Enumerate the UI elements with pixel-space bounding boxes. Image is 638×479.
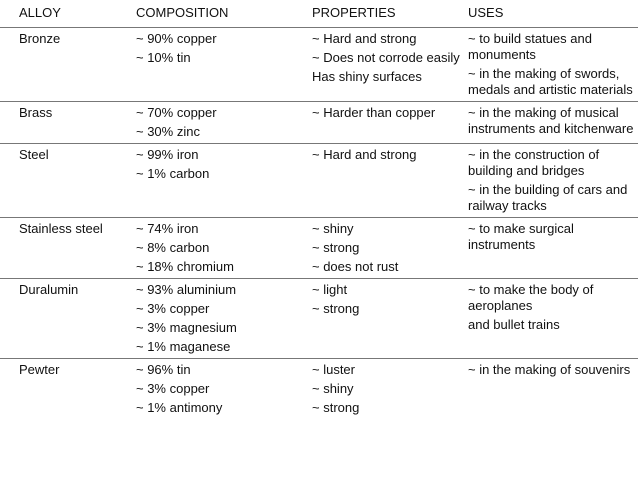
header-properties: PROPERTIES [312, 0, 468, 28]
properties-cell [312, 144, 468, 218]
properties-line: ~ light [312, 282, 348, 297]
table-row [0, 102, 638, 144]
uses-cell [468, 359, 638, 420]
composition-cell [136, 102, 312, 144]
uses-cell [468, 28, 638, 102]
uses-line: ~ to make the body of aeroplanes [468, 282, 594, 313]
table-body [0, 28, 638, 420]
table-row [0, 28, 638, 102]
table-row [0, 279, 638, 359]
uses-line: ~ in the making of souvenirs [468, 362, 631, 377]
alloy-cell: Steel [0, 144, 136, 218]
properties-line: ~ strong [312, 400, 360, 415]
uses-line: ~ to build statues and monuments [468, 31, 592, 62]
composition-cell [136, 279, 312, 359]
alloy-cell: Pewter [19, 362, 60, 377]
properties-line: ~ strong [312, 301, 360, 316]
composition-line: ~ 1% carbon [136, 166, 210, 181]
header-alloy: ALLOY [0, 0, 136, 28]
properties-line: ~ Does not corrode easily [312, 50, 460, 65]
properties-line: ~ Hard and strong [312, 31, 417, 46]
composition-line: ~ 96% tin [136, 362, 191, 377]
header-composition: COMPOSITION [136, 0, 312, 28]
composition-cell [136, 218, 312, 279]
uses-cell [468, 102, 638, 144]
alloy-cell: Bronze [0, 28, 136, 102]
composition-line: ~ 1% maganese [136, 339, 231, 354]
composition-line: ~ 10% tin [136, 50, 191, 65]
composition-cell [136, 28, 312, 102]
alloy-cell: Stainless steel [0, 218, 136, 279]
composition-line: ~ 18% chromium [136, 259, 234, 274]
alloy-cell: Duralumin [0, 279, 136, 359]
composition-line: ~ 90% copper [136, 31, 217, 46]
composition-line: ~ 30% zinc [136, 124, 200, 139]
composition-line: ~ 3% magnesium [136, 320, 237, 335]
properties-line: ~ shiny [312, 221, 354, 236]
composition-line: ~ 8% carbon [136, 240, 210, 255]
composition-cell [136, 359, 312, 420]
table-row [0, 218, 638, 279]
alloy-cell: Brass [0, 102, 136, 144]
composition-line: ~ 3% copper [136, 301, 210, 316]
properties-cell [312, 279, 468, 359]
uses-cell [468, 218, 638, 279]
properties-cell [312, 102, 468, 144]
properties-cell [312, 218, 468, 279]
uses-cell [468, 279, 638, 359]
uses-line: and bullet trains [468, 317, 560, 332]
uses-line: ~ in the making of swords, medals and artistic materials [468, 66, 633, 97]
composition-line: ~ 1% antimony [136, 400, 223, 415]
uses-line: ~ in the building of cars and railway tracks [468, 182, 628, 213]
uses-line: ~ to make surgical instruments [468, 221, 574, 252]
properties-line: ~ Harder than copper [312, 105, 436, 120]
properties-line: ~ strong [312, 240, 360, 255]
header-uses: USES [468, 0, 638, 28]
properties-cell [312, 359, 468, 420]
properties-line: Has shiny surfaces [312, 69, 422, 84]
table-row [0, 144, 638, 218]
properties-line: ~ does not rust [312, 259, 399, 274]
composition-line: ~ 99% iron [136, 147, 199, 162]
uses-line: ~ in the making of musical instruments and kitchenware [468, 105, 634, 136]
properties-line: ~ shiny [312, 381, 354, 396]
composition-line: ~ 93% aluminium [136, 282, 237, 297]
composition-line: ~ 70% copper [136, 105, 217, 120]
uses-line: ~ in the construction of building and bridges [468, 147, 600, 178]
composition-line: ~ 3% copper [136, 381, 210, 396]
properties-cell [312, 28, 468, 102]
properties-line: ~ luster [312, 362, 355, 377]
composition-line: ~ 74% iron [136, 221, 199, 236]
composition-cell [136, 144, 312, 218]
uses-cell [468, 144, 638, 218]
header-row [0, 0, 638, 28]
table-row [0, 359, 638, 420]
properties-line: ~ Hard and strong [312, 147, 417, 162]
